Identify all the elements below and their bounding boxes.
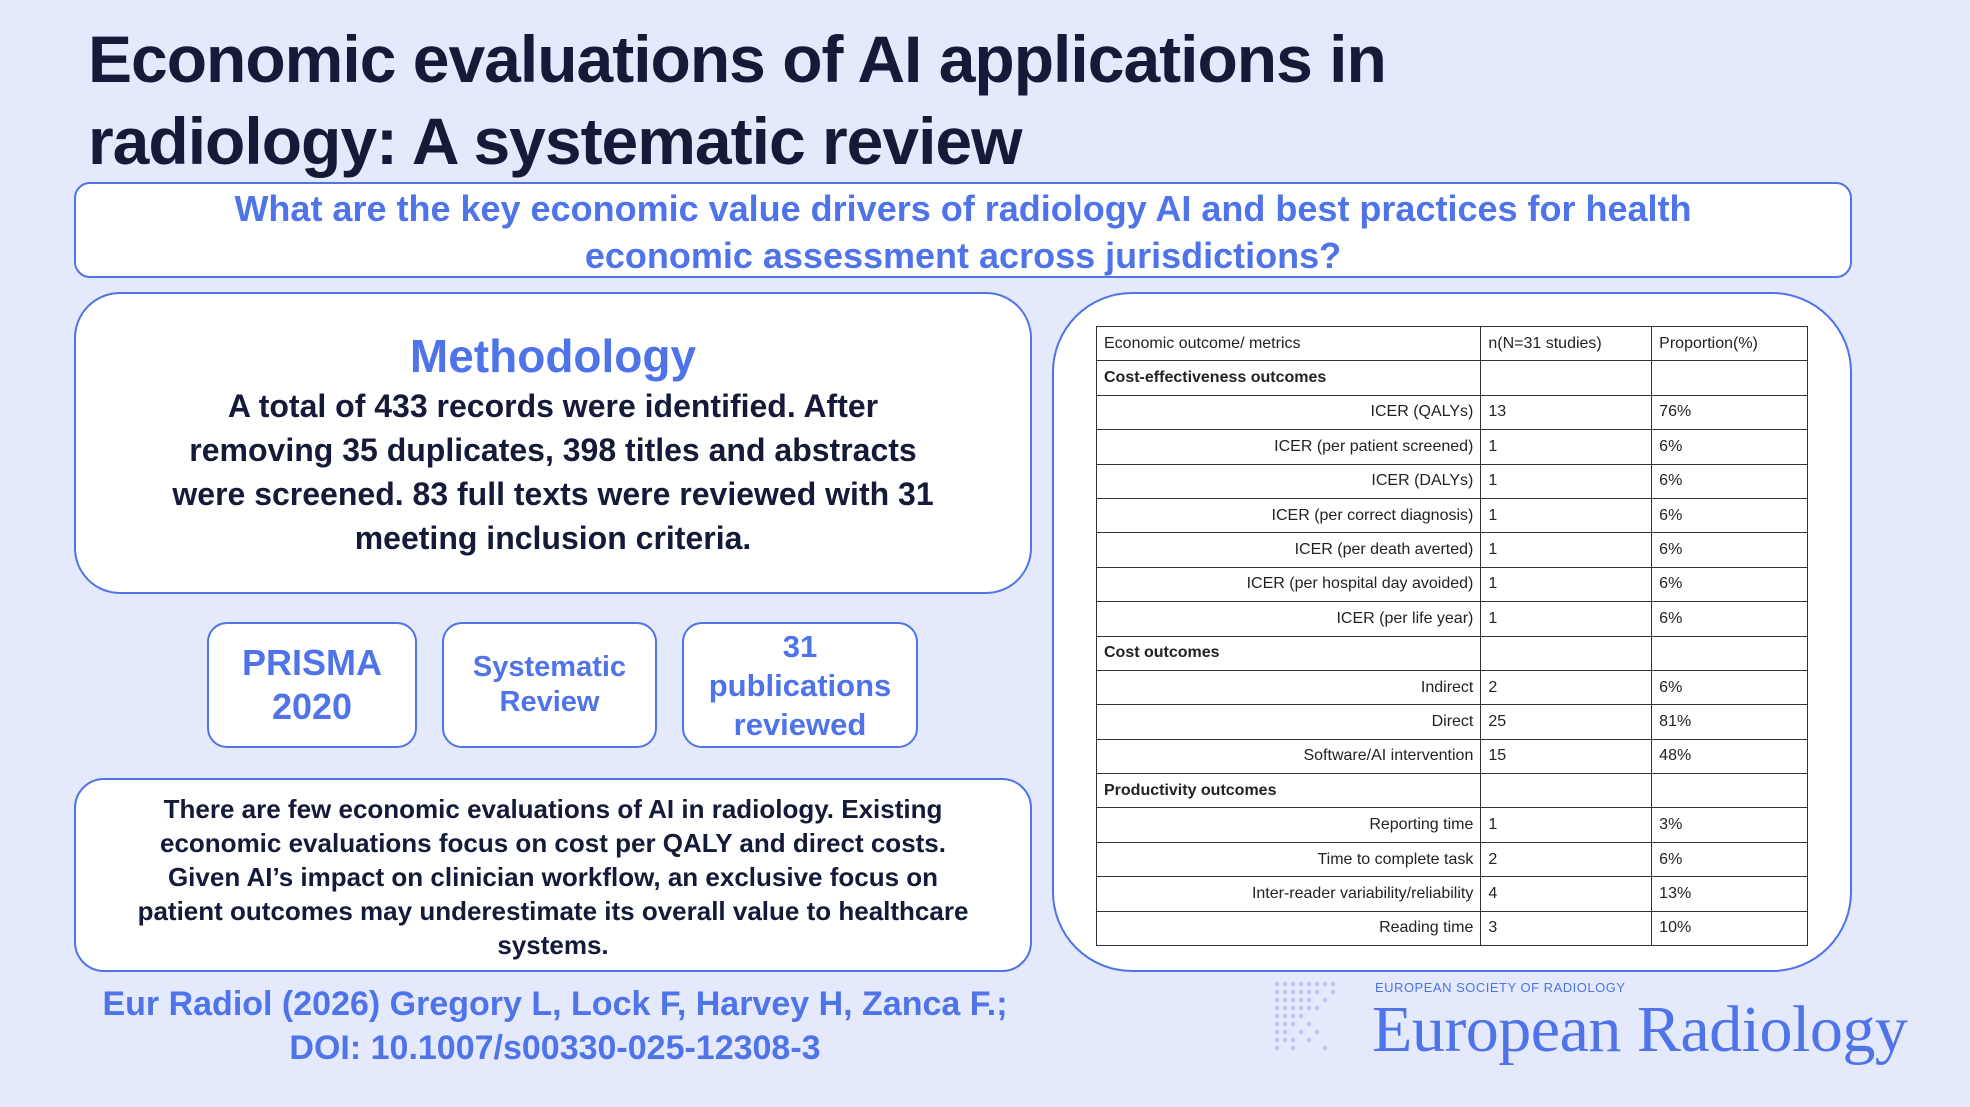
count-cell: 1 [1481,430,1652,464]
conclusion-line: systems. [497,930,609,960]
table-row [1097,705,1808,739]
table-row [1097,808,1808,842]
count-cell: 13 [1481,395,1652,429]
metric-label-cell: Software/AI intervention [1097,739,1481,773]
metric-label-cell: Productivity outcomes [1097,774,1481,808]
table-row [1097,602,1808,636]
proportion-cell: 10% [1652,911,1808,945]
table-row [1097,395,1808,429]
table-section-row [1097,361,1808,395]
metric-label-cell: Reporting time [1097,808,1481,842]
table-row [1097,739,1808,773]
proportion-cell: 76% [1652,395,1808,429]
economic-outcomes-table [1096,326,1808,946]
question-line-1: What are the key economic value drivers of radiology AI and best practices for health [234,188,1692,229]
count-cell: 1 [1481,808,1652,842]
citation-line-1: Eur Radiol (2026) Gregory L, Lock F, Harvey H, Zanca F.; [102,985,1008,1023]
methodology-text [76,384,1030,560]
publications-badge [682,622,918,748]
methodology-heading: Methodology [409,330,697,382]
proportion-cell [1652,774,1808,808]
count-cell: 1 [1481,498,1652,532]
metric-label-cell: Indirect [1097,670,1481,704]
metric-label-cell: ICER (QALYs) [1097,395,1481,429]
conclusion-line: economic evaluations focus on cost per QALY and direct costs. [160,828,946,858]
table-header-row [1097,327,1808,361]
title-line-1: Economic evaluations of AI applications in [88,22,1386,96]
table-row [1097,911,1808,945]
count-cell [1481,636,1652,670]
badge-line: 31 [782,628,818,664]
table-section-row [1097,636,1808,670]
metric-label-cell: ICER (DALYs) [1097,464,1481,498]
proportion-cell: 6% [1652,533,1808,567]
methodology-box [74,292,1032,594]
proportion-cell: 13% [1652,877,1808,911]
proportion-cell: 6% [1652,602,1808,636]
citation-line-2: DOI: 10.1007/s00330-025-12308-3 [289,1029,821,1067]
count-cell: 2 [1481,842,1652,876]
count-cell: 1 [1481,602,1652,636]
question-line-2: economic assessment across jurisdictions? [584,235,1342,276]
table-row [1097,877,1808,911]
count-cell: 1 [1481,533,1652,567]
journal-name: European Radiology [1372,993,1908,1066]
metric-label-cell: ICER (per hospital day avoided) [1097,567,1481,601]
table-row [1097,464,1808,498]
badge-line: Review [499,686,600,718]
metric-label-cell: ICER (per correct diagnosis) [1097,498,1481,532]
table-row [1097,670,1808,704]
metric-label-cell: Reading time [1097,911,1481,945]
table-row [1097,498,1808,532]
count-cell: 3 [1481,911,1652,945]
prisma-badge [207,622,417,748]
header-cell: Economic outcome/ metrics [1097,327,1481,361]
count-cell: 2 [1481,670,1652,704]
metric-label-cell: ICER (per death averted) [1097,533,1481,567]
count-cell: 4 [1481,877,1652,911]
conclusion-box [74,778,1032,972]
count-cell: 25 [1481,705,1652,739]
table-section-row [1097,774,1808,808]
table-row [1097,567,1808,601]
count-cell: 1 [1481,567,1652,601]
conclusion-line: Given AI’s impact on clinician workflow, an exclusive focus on [167,862,939,892]
proportion-cell: 6% [1652,464,1808,498]
table-row [1097,533,1808,567]
proportion-cell: 6% [1652,842,1808,876]
systematic-review-badge [442,622,657,748]
title-line-2: radiology: A systematic review [88,104,1022,178]
metric-label-cell: Cost-effectiveness outcomes [1097,361,1481,395]
count-cell [1481,361,1652,395]
methodology-line: removing 35 duplicates, 398 titles and abstracts [189,432,917,468]
metric-label-cell: Time to complete task [1097,842,1481,876]
count-cell: 1 [1481,464,1652,498]
proportion-cell: 6% [1652,670,1808,704]
proportion-cell: 81% [1652,705,1808,739]
table-row [1097,430,1808,464]
methodology-line: meeting inclusion criteria. [354,520,752,556]
proportion-cell: 3% [1652,808,1808,842]
metric-label-cell: Cost outcomes [1097,636,1481,670]
header-cell: n(N=31 studies) [1481,327,1652,361]
badge-line: reviewed [733,706,867,742]
header-cell: Proportion(%) [1652,327,1808,361]
citation [60,982,1050,1070]
proportion-cell: 6% [1652,498,1808,532]
metric-label-cell: Inter-reader variability/reliability [1097,877,1481,911]
research-question-box [74,182,1852,278]
journal-logo-icon [1275,982,1347,1052]
proportion-cell: 6% [1652,567,1808,601]
badge-line: Systematic [472,651,627,683]
table-row [1097,842,1808,876]
conclusion-line: There are few economic evaluations of AI in radiology. Existing [163,794,943,824]
page-title [88,18,1788,182]
badge-line: PRISMA [241,642,382,683]
metric-label-cell: ICER (per patient screened) [1097,430,1481,464]
proportion-cell: 48% [1652,739,1808,773]
proportion-cell: 6% [1652,430,1808,464]
table-body [1097,361,1808,946]
methodology-line: A total of 433 records were identified. After [227,388,879,424]
society-name: EUROPEAN SOCIETY OF RADIOLOGY [1375,980,1626,995]
conclusion-line: patient outcomes may underestimate its overall value to healthcare [137,896,969,926]
proportion-cell [1652,636,1808,670]
metric-label-cell: Direct [1097,705,1481,739]
count-cell: 15 [1481,739,1652,773]
proportion-cell [1652,361,1808,395]
count-cell [1481,774,1652,808]
badge-line: publications [708,667,892,703]
metric-label-cell: ICER (per life year) [1097,602,1481,636]
methodology-line: were screened. 83 full texts were reviewed with 31 [172,476,934,512]
badge-line: 2020 [271,686,353,727]
